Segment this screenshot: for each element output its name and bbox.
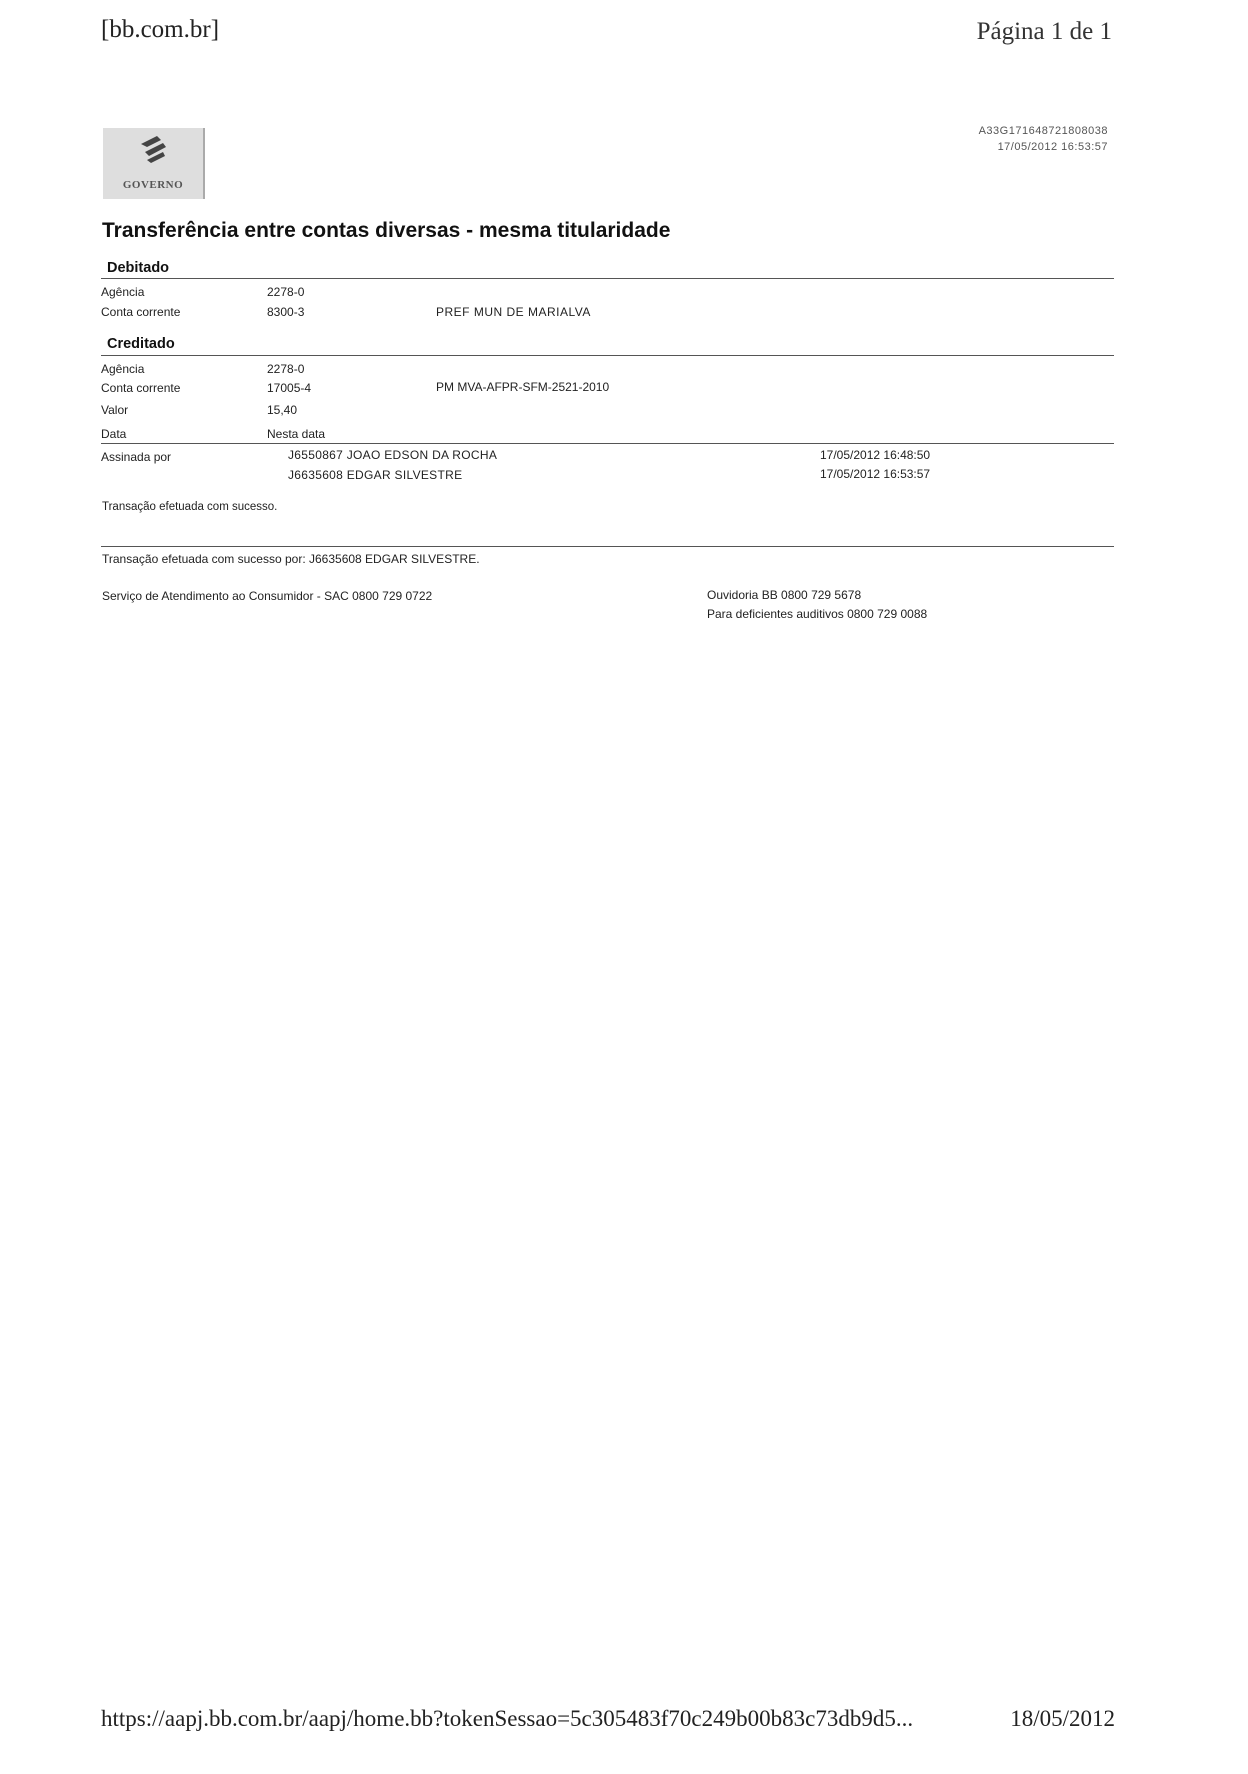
credited-account-holder: PM MVA-AFPR-SFM-2521-2010 xyxy=(436,380,610,394)
divider xyxy=(101,278,1114,279)
bb-logo-icon xyxy=(133,130,173,170)
debited-heading: Debitado xyxy=(107,260,170,276)
sac-contact: Serviço de Atendimento ao Consumidor - SAC 0800 729 0722 xyxy=(102,589,433,603)
transaction-status: Transação efetuada com sucesso. xyxy=(102,501,278,513)
debited-account-label: Conta corrente xyxy=(101,305,181,319)
footer-date: 18/05/2012 xyxy=(1010,1706,1115,1731)
credited-account-value: 17005-4 xyxy=(267,381,312,395)
debited-account-value: 8300-3 xyxy=(267,305,305,319)
transfer-value: 15,40 xyxy=(267,403,298,417)
transaction-code: A33G171648721808038 xyxy=(978,125,1108,137)
ouvidoria-contact: Ouvidoria BB 0800 729 5678 xyxy=(707,588,862,602)
credited-agency-label: Agência xyxy=(101,362,145,376)
divider xyxy=(101,546,1114,547)
divider xyxy=(101,355,1114,356)
credited-account-label: Conta corrente xyxy=(101,381,181,395)
page-title: Transferência entre contas diversas - mesma titularidade xyxy=(102,219,671,242)
divider xyxy=(101,443,1114,444)
debited-agency-value: 2278-0 xyxy=(267,285,305,299)
debited-account-holder: PREF MUN DE MARIALVA xyxy=(436,305,591,319)
credited-heading: Creditado xyxy=(107,336,175,352)
date-value: Nesta data xyxy=(267,427,326,441)
page-number: Página 1 de 1 xyxy=(976,18,1112,45)
site-header: [bb.com.br] xyxy=(101,16,220,43)
signed-by-label: Assinada por xyxy=(101,450,172,464)
debited-agency-label: Agência xyxy=(101,285,145,299)
signer-datetime: 17/05/2012 16:53:57 xyxy=(820,467,931,481)
signer-name: J6550867 JOAO EDSON DA ROCHA xyxy=(288,448,498,462)
transaction-status-by: Transação efetuada com sucesso por: J6635608 EDGAR SILVESTRE. xyxy=(102,552,480,566)
logo-text: GOVERNO xyxy=(122,179,184,191)
date-label: Data xyxy=(101,427,127,441)
transaction-datetime: 17/05/2012 16:53:57 xyxy=(997,141,1108,153)
value-label: Valor xyxy=(101,403,129,417)
signer-datetime: 17/05/2012 16:48:50 xyxy=(820,448,931,462)
footer-url: https://aapj.bb.com.br/aapj/home.bb?tokenSessao=5c305483f70c249b00b83c73db9d5... xyxy=(101,1706,914,1731)
deficientes-contact: Para deficientes auditivos 0800 729 0088 xyxy=(707,607,928,621)
signer-name: J6635608 EDGAR SILVESTRE xyxy=(288,468,463,482)
bank-logo xyxy=(103,128,205,199)
credited-agency-value: 2278-0 xyxy=(267,362,305,376)
